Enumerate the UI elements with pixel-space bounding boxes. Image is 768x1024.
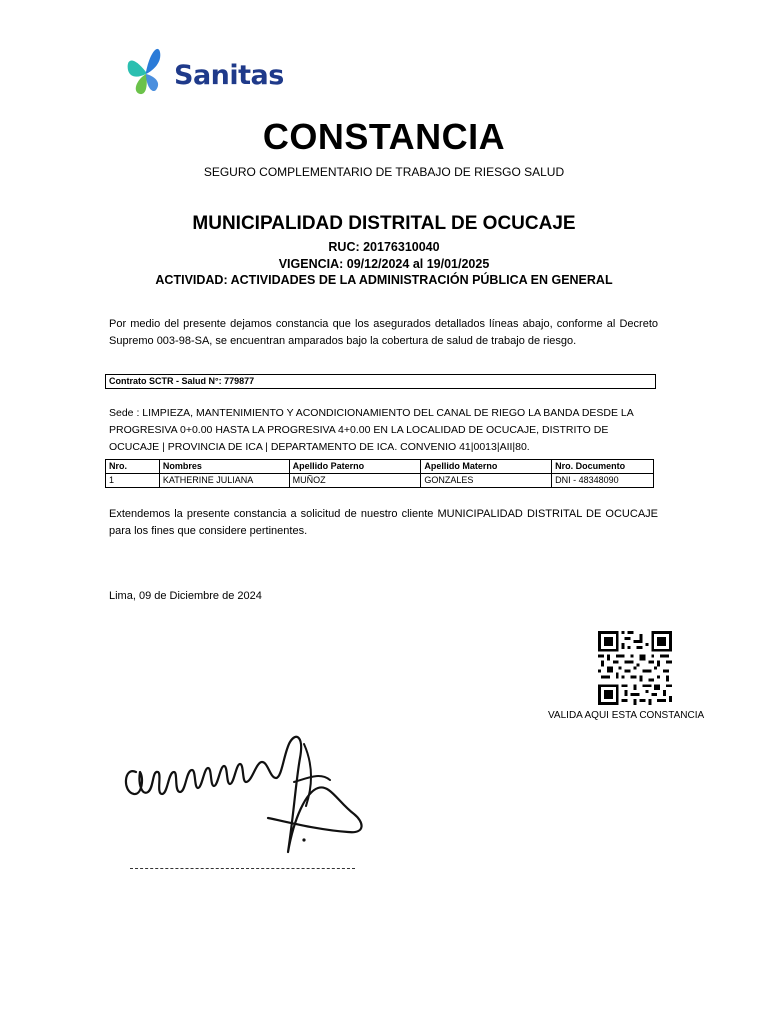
header-nro: Nro. xyxy=(106,460,160,474)
company-activity: ACTIVIDAD: ACTIVIDADES DE LA ADMINISTRACIÓN PÚBLICA EN GENERAL xyxy=(155,273,613,287)
brand-name: Sanitas xyxy=(174,60,284,91)
company-ruc: RUC: 20176310040 xyxy=(328,240,440,254)
cell-nombres: KATHERINE JULIANA xyxy=(159,474,289,488)
butterfly-logo-icon xyxy=(122,44,172,100)
header-apellido-paterno: Apellido Paterno xyxy=(289,460,421,474)
cell-nro: 1 xyxy=(106,474,160,488)
signature-line xyxy=(130,868,355,870)
document-title: CONSTANCIA xyxy=(262,116,506,157)
qr-code-icon[interactable] xyxy=(598,631,672,705)
intro-paragraph: Por medio del presente dejamos constancia que los asegurados detallados líneas abajo, conforme al Decreto Supremo 003-98-SA, se encuentran amparados bajo la cobertura de salud de trabajo de riesgo. xyxy=(109,318,658,347)
company-name: MUNICIPALIDAD DISTRITAL DE OCUCAJE xyxy=(192,213,576,234)
table-row xyxy=(106,474,654,488)
closing-paragraph: Extendemos la presente constancia a solicitud de nuestro cliente MUNICIPALIDAD DISTRITAL DE OCUCAJE para los fines que considere pertinentes. xyxy=(109,508,658,537)
sanitas-logo xyxy=(122,44,292,100)
cell-apellido-materno: GONZALES xyxy=(421,474,552,488)
document-subtitle: SEGURO COMPLEMENTARIO DE TRABAJO DE RIESGO SALUD xyxy=(203,165,565,179)
sede-paragraph: Sede : LIMPIEZA, MANTENIMIENTO Y ACONDICIONAMIENTO DEL CANAL DE RIEGO LA BANDA DESDE LA PROGRESIVA 0+0.00 HASTA LA PROGRESIVA 4+0.00 EN LA LOCALIDAD DE OCUCAJE, DISTRITO DE OCUCAJE | PROVINCIA DE ICA | DEPARTAMENTO DE ICA. CONVENIO 41|0013|AII|80. xyxy=(109,407,634,453)
header-nro-documento: Nro. Documento xyxy=(552,460,654,474)
header-apellido-materno: Apellido Materno xyxy=(421,460,552,474)
issue-date: Lima, 09 de Diciembre de 2024 xyxy=(109,590,262,602)
header-nombres: Nombres xyxy=(159,460,289,474)
handwritten-signature xyxy=(118,722,378,872)
table-header-row xyxy=(106,460,654,474)
qr-caption: VALIDA AQUI ESTA CONSTANCIA xyxy=(548,710,705,721)
cell-apellido-paterno: MUÑOZ xyxy=(289,474,421,488)
insured-table xyxy=(105,459,654,488)
cell-nro-documento: DNI - 48348090 xyxy=(552,474,654,488)
coverage-period: VIGENCIA: 09/12/2024 al 19/01/2025 xyxy=(278,257,490,271)
contract-number-box: Contrato SCTR - Salud N°: 779877 xyxy=(105,374,656,389)
